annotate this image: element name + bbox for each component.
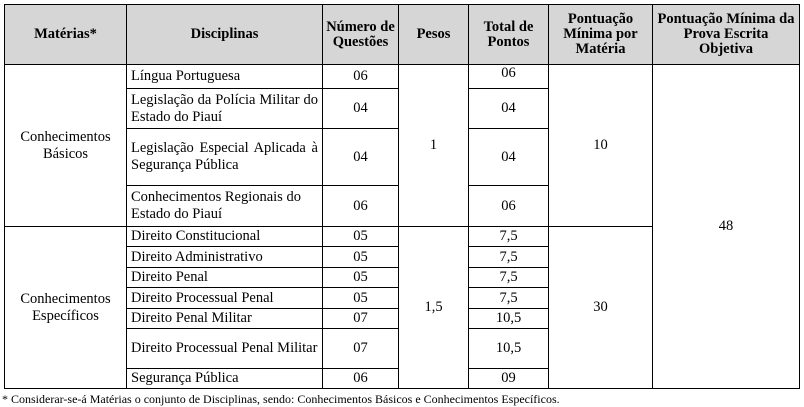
questoes-value: 05 xyxy=(323,247,399,268)
questoes-value: 06 xyxy=(323,65,399,89)
pontos-value: 09 xyxy=(469,369,549,389)
disciplina-name: Conhecimentos Regionais do Estado do Piauí xyxy=(127,186,323,227)
materia-basicos: Conhecimentos Básicos xyxy=(5,65,127,227)
peso-especificos: 1,5 xyxy=(399,227,469,389)
pontos-value: 04 xyxy=(469,89,549,129)
peso-basicos: 1 xyxy=(399,65,469,227)
pontuacao-minima-basicos: 10 xyxy=(549,65,653,227)
pontuacao-minima-prova: 48 xyxy=(653,65,800,389)
pontos-value: 06 xyxy=(469,65,549,89)
header-total-pontos: Total de Pontos xyxy=(469,5,549,65)
disciplina-name: Direito Processual Penal xyxy=(127,288,323,309)
disciplina-name: Direito Administrativo xyxy=(127,247,323,268)
scoring-table xyxy=(4,4,800,389)
disciplina-name: Direito Penal xyxy=(127,268,323,288)
questoes-value: 07 xyxy=(323,329,399,369)
header-pontuacao-minima-materia: Pontuação Mínima por Matéria xyxy=(549,5,653,65)
materia-especificos: Conhecimentos Específicos xyxy=(5,227,127,389)
disciplina-name: Segurança Pública xyxy=(127,369,323,389)
pontos-value: 7,5 xyxy=(469,288,549,309)
disciplina-name: Legislação Especial Aplicada à Segurança Pública xyxy=(127,129,323,186)
pontos-value: 7,5 xyxy=(469,268,549,288)
questoes-value: 06 xyxy=(323,186,399,227)
footnote: * Considerar-se-á Matérias o conjunto de Disciplinas, sendo: Conhecimentos Básicos e Conhecimentos Específicos. xyxy=(2,392,560,406)
header-pontuacao-minima-prova: Pontuação Mínima da Prova Escrita Objetiva xyxy=(653,5,800,65)
header-disciplinas: Disciplinas xyxy=(127,5,323,65)
pontos-value: 7,5 xyxy=(469,247,549,268)
pontos-value: 04 xyxy=(469,129,549,186)
pontuacao-minima-especificos: 30 xyxy=(549,227,653,389)
header-numero-questoes: Número de Questões xyxy=(323,5,399,65)
table-row xyxy=(5,65,800,89)
questoes-value: 05 xyxy=(323,268,399,288)
header-row xyxy=(5,5,800,65)
header-materias: Matérias* xyxy=(5,5,127,65)
questoes-value: 07 xyxy=(323,309,399,329)
questoes-value: 04 xyxy=(323,89,399,129)
questoes-value: 04 xyxy=(323,129,399,186)
disciplina-name: Direito Processual Penal Militar xyxy=(127,329,323,369)
pontos-value: 10,5 xyxy=(469,309,549,329)
disciplina-name: Legislação da Polícia Militar do Estado do Piauí xyxy=(127,89,323,129)
disciplina-name: Direito Constitucional xyxy=(127,227,323,247)
pontos-value: 7,5 xyxy=(469,227,549,247)
header-pesos: Pesos xyxy=(399,5,469,65)
questoes-value: 05 xyxy=(323,227,399,247)
disciplina-name: Direito Penal Militar xyxy=(127,309,323,329)
questoes-value: 06 xyxy=(323,369,399,389)
questoes-value: 05 xyxy=(323,288,399,309)
disciplina-name: Língua Portuguesa xyxy=(127,65,323,89)
pontos-value: 10,5 xyxy=(469,329,549,369)
pontos-value: 06 xyxy=(469,186,549,227)
